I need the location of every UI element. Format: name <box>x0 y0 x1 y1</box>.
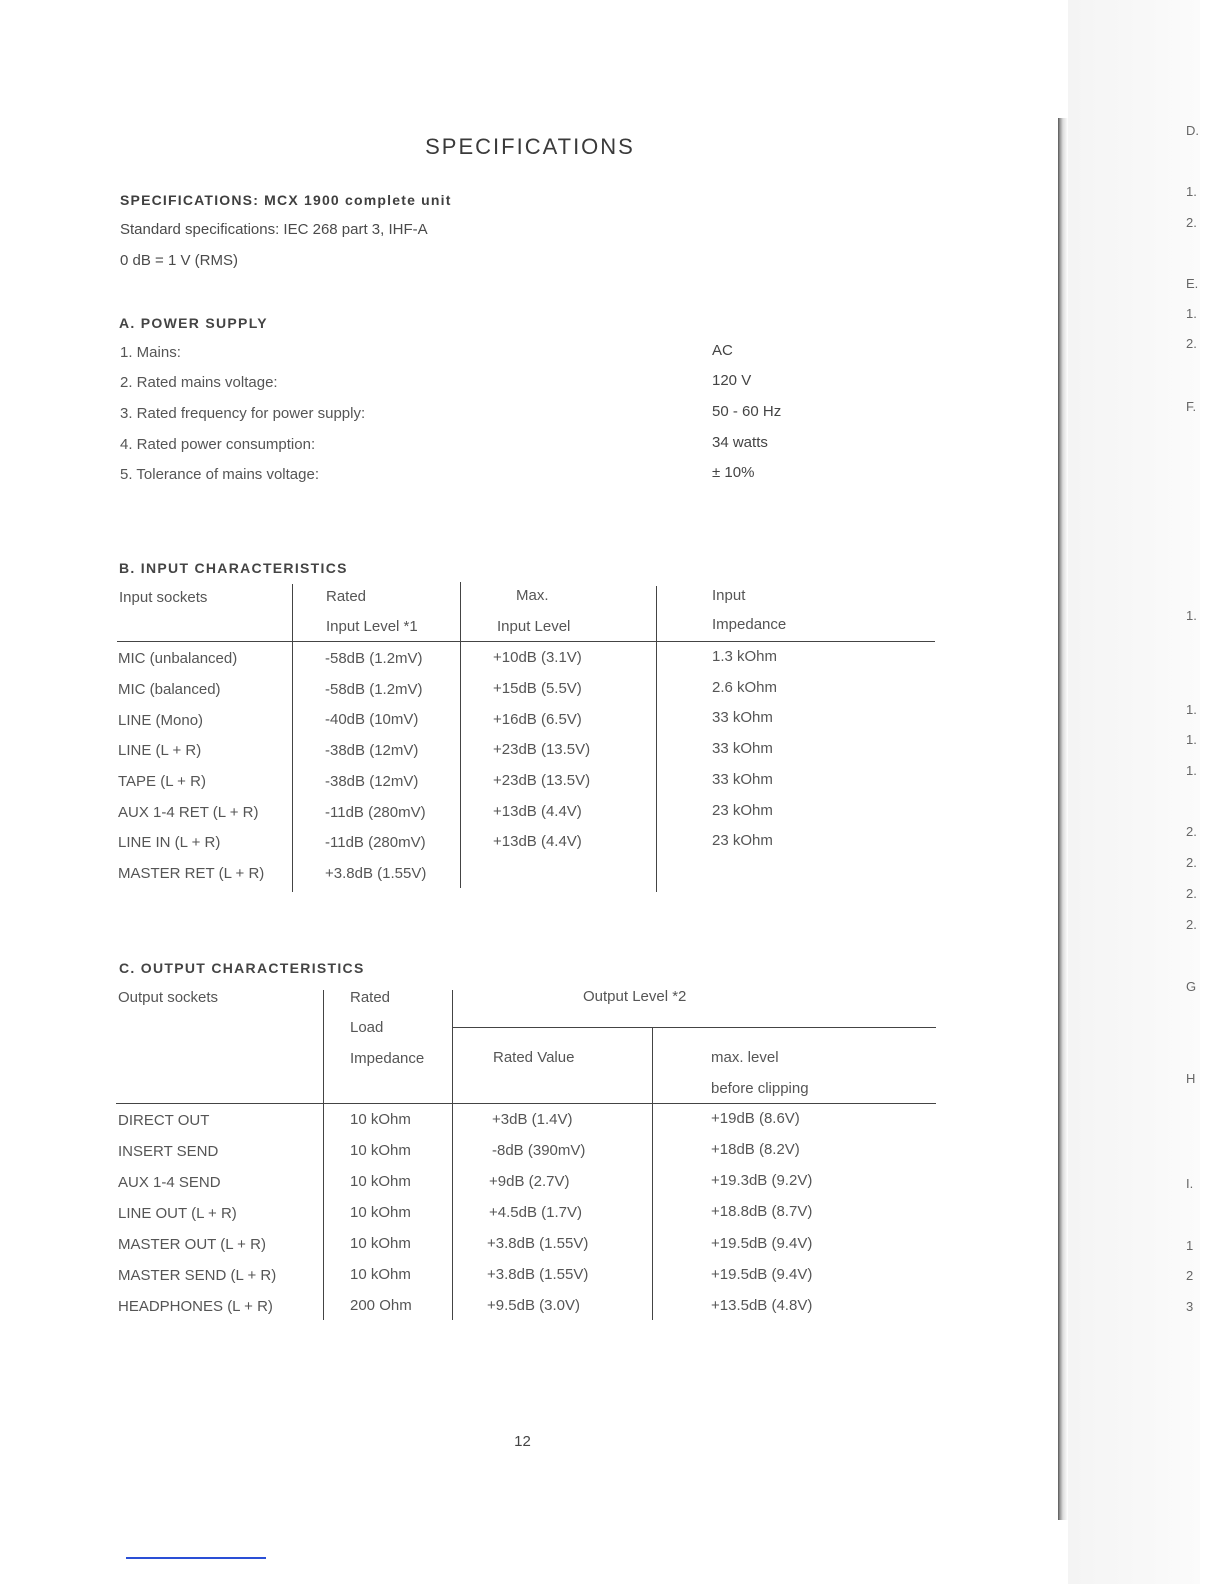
socket-name: LINE (Mono) <box>118 712 204 729</box>
edge-mark: D. <box>1186 123 1199 138</box>
max-output-level: +18.8dB (8.7V) <box>711 1203 813 1220</box>
column-header: Input Level <box>497 618 571 635</box>
socket-name: MIC (balanced) <box>118 681 221 698</box>
group-rule <box>452 1027 936 1028</box>
load-impedance: 10 kOhm <box>350 1142 411 1159</box>
socket-name: LINE (L + R) <box>118 742 202 759</box>
column-divider <box>460 582 461 888</box>
power-value: ± 10% <box>712 464 755 481</box>
max-input-level: +10dB (3.1V) <box>493 649 582 666</box>
edge-mark: 2. <box>1186 886 1197 901</box>
column-header: Rated <box>326 588 367 605</box>
output-characteristics-heading: C. OUTPUT CHARACTERISTICS <box>119 960 365 976</box>
scan-edge-line <box>126 1557 266 1559</box>
standard-spec: Standard specifications: IEC 268 part 3, IHF-A <box>120 221 428 238</box>
load-impedance: 10 kOhm <box>350 1235 411 1252</box>
edge-mark: 1. <box>1186 763 1197 778</box>
socket-name: HEADPHONES (L + R) <box>118 1298 273 1315</box>
power-label: 5. Tolerance of mains voltage: <box>120 466 320 483</box>
max-input-level: +13dB (4.4V) <box>493 833 582 850</box>
page-binding-edge <box>1058 118 1068 1520</box>
reference-level: 0 dB = 1 V (RMS) <box>120 252 238 269</box>
input-impedance: 33 kOhm <box>712 740 773 757</box>
socket-name: TAPE (L + R) <box>118 773 206 790</box>
rated-output-value: -8dB (390mV) <box>492 1142 586 1159</box>
rated-output-value: +4.5dB (1.7V) <box>489 1204 582 1221</box>
max-output-level: +13.5dB (4.8V) <box>711 1297 813 1314</box>
edge-mark: I. <box>1186 1176 1194 1191</box>
socket-name: MASTER RET (L + R) <box>118 865 265 882</box>
column-group-header: Output Level *2 <box>583 988 687 1005</box>
edge-mark: 2. <box>1186 215 1197 230</box>
edge-mark: 1. <box>1186 608 1197 623</box>
edge-mark: 1. <box>1186 306 1197 321</box>
edge-mark: E. <box>1186 276 1199 291</box>
socket-name: MASTER SEND (L + R) <box>118 1267 277 1284</box>
page-number: 12 <box>514 1433 531 1450</box>
edge-mark: 2 <box>1186 1268 1194 1283</box>
rated-output-value: +3.8dB (1.55V) <box>487 1235 589 1252</box>
edge-mark: 2. <box>1186 824 1197 839</box>
rated-input-level: -38dB (12mV) <box>325 742 419 759</box>
rated-input-level: +3.8dB (1.55V) <box>325 865 427 882</box>
socket-name: LINE IN (L + R) <box>118 834 221 851</box>
max-input-level: +23dB (13.5V) <box>493 741 591 758</box>
socket-name: LINE OUT (L + R) <box>118 1205 237 1222</box>
max-output-level: +19.3dB (9.2V) <box>711 1172 813 1189</box>
load-impedance: 10 kOhm <box>350 1111 411 1128</box>
edge-mark: 2. <box>1186 917 1197 932</box>
column-header: max. level <box>711 1049 779 1066</box>
power-value: 50 - 60 Hz <box>712 403 782 420</box>
edge-mark: H <box>1186 1071 1196 1086</box>
edge-mark: 2. <box>1186 855 1197 870</box>
column-header: Impedance <box>350 1050 425 1067</box>
edge-mark: 1. <box>1186 702 1197 717</box>
power-value: 120 V <box>712 372 752 389</box>
power-label: 3. Rated frequency for power supply: <box>120 405 366 422</box>
column-header: Input <box>712 587 746 604</box>
max-input-level: +16dB (6.5V) <box>493 711 582 728</box>
input-impedance: 23 kOhm <box>712 802 773 819</box>
rated-input-level: -58dB (1.2mV) <box>325 681 423 698</box>
power-label: 4. Rated power consumption: <box>120 436 316 453</box>
column-header: Input sockets <box>119 589 208 606</box>
input-impedance: 2.6 kOhm <box>712 679 778 696</box>
column-header: Impedance <box>712 616 787 633</box>
load-impedance: 200 Ohm <box>350 1297 412 1314</box>
rated-input-level: -58dB (1.2mV) <box>325 650 423 667</box>
power-supply-heading: A. POWER SUPPLY <box>119 315 268 331</box>
column-header: Load <box>350 1019 384 1036</box>
max-input-level: +13dB (4.4V) <box>493 803 582 820</box>
column-header: Rated <box>350 989 391 1006</box>
max-input-level: +23dB (13.5V) <box>493 772 591 789</box>
adjacent-page-shadow <box>1068 0 1200 1584</box>
load-impedance: 10 kOhm <box>350 1266 411 1283</box>
input-impedance: 1.3 kOhm <box>712 648 778 665</box>
power-value: AC <box>712 342 733 359</box>
column-divider <box>292 584 293 892</box>
power-label: 2. Rated mains voltage: <box>120 374 278 391</box>
column-header: Rated Value <box>493 1049 575 1066</box>
edge-mark: 1 <box>1186 1238 1194 1253</box>
column-divider <box>656 586 657 892</box>
power-value: 34 watts <box>712 434 768 451</box>
column-divider <box>323 990 324 1320</box>
max-output-level: +19.5dB (9.4V) <box>711 1235 813 1252</box>
column-header: Input Level *1 <box>326 618 418 635</box>
socket-name: AUX 1-4 RET (L + R) <box>118 804 259 821</box>
rated-input-level: -11dB (280mV) <box>325 804 426 821</box>
column-divider <box>452 990 453 1320</box>
input-characteristics-heading: B. INPUT CHARACTERISTICS <box>119 560 348 576</box>
header-rule <box>117 641 935 642</box>
socket-name: INSERT SEND <box>118 1143 219 1160</box>
power-label: 1. Mains: <box>120 344 181 361</box>
input-impedance: 33 kOhm <box>712 709 773 726</box>
edge-mark: F. <box>1186 399 1197 414</box>
edge-mark: 2. <box>1186 336 1197 351</box>
edge-mark: G <box>1186 979 1197 994</box>
rated-output-value: +3dB (1.4V) <box>492 1111 573 1128</box>
socket-name: MASTER OUT (L + R) <box>118 1236 266 1253</box>
max-output-level: +19.5dB (9.4V) <box>711 1266 813 1283</box>
rated-output-value: +9.5dB (3.0V) <box>487 1297 580 1314</box>
edge-mark: 3 <box>1186 1299 1194 1314</box>
rated-input-level: -38dB (12mV) <box>325 773 419 790</box>
socket-name: AUX 1-4 SEND <box>118 1174 221 1191</box>
page-title: SPECIFICATIONS <box>425 134 635 159</box>
input-impedance: 33 kOhm <box>712 771 773 788</box>
rated-input-level: -11dB (280mV) <box>325 834 426 851</box>
edge-mark: 1. <box>1186 732 1197 747</box>
socket-name: DIRECT OUT <box>118 1112 210 1129</box>
load-impedance: 10 kOhm <box>350 1173 411 1190</box>
intro-heading: SPECIFICATIONS: MCX 1900 complete unit <box>120 192 452 208</box>
header-rule <box>116 1103 936 1104</box>
column-divider <box>652 1028 653 1320</box>
column-header: Max. <box>516 587 549 604</box>
column-header: Output sockets <box>118 989 219 1006</box>
column-header: before clipping <box>711 1080 809 1097</box>
rated-output-value: +3.8dB (1.55V) <box>487 1266 589 1283</box>
rated-input-level: -40dB (10mV) <box>325 711 419 728</box>
max-input-level: +15dB (5.5V) <box>493 680 582 697</box>
edge-mark: 1. <box>1186 184 1197 199</box>
rated-output-value: +9dB (2.7V) <box>489 1173 570 1190</box>
socket-name: MIC (unbalanced) <box>118 650 238 667</box>
max-output-level: +18dB (8.2V) <box>711 1141 800 1158</box>
max-output-level: +19dB (8.6V) <box>711 1110 800 1127</box>
input-impedance: 23 kOhm <box>712 832 773 849</box>
load-impedance: 10 kOhm <box>350 1204 411 1221</box>
